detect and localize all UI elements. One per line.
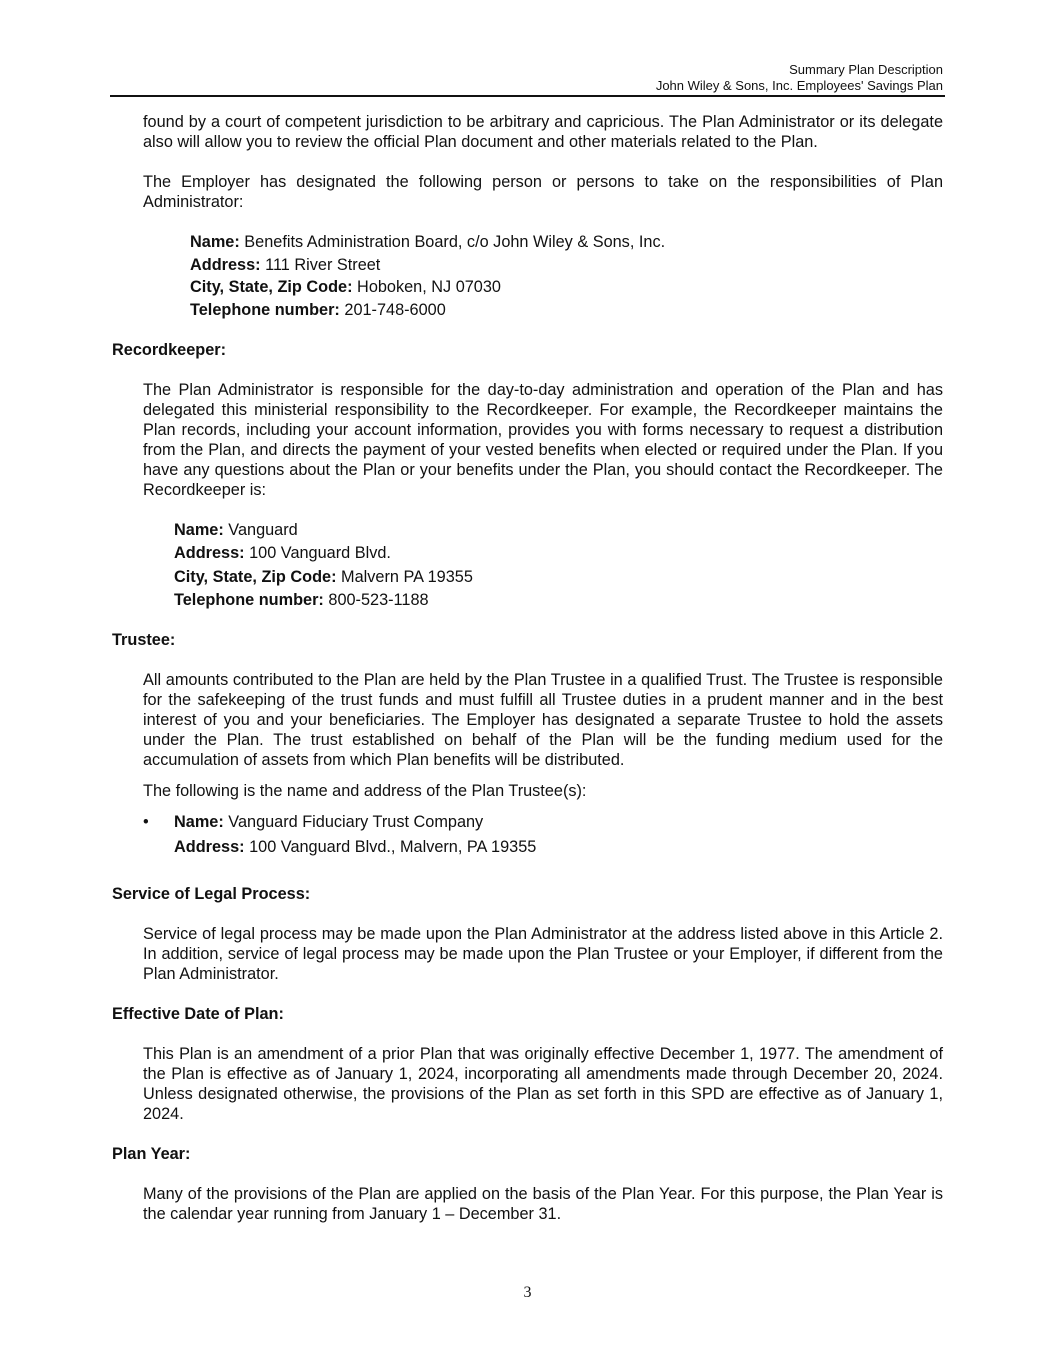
trustee-list-intro: The following is the name and address of the Plan Trustee(s): — [143, 782, 587, 800]
contact-label: Name: — [174, 813, 224, 831]
plan-year-heading: Plan Year: — [112, 1145, 191, 1163]
contact-name-line — [174, 520, 943, 540]
header-document-type: Summary Plan Description — [789, 62, 943, 77]
contact-name-line — [190, 232, 943, 252]
legal-process-paragraph: Service of legal process may be made upon the Plan Administrator at the address listed above in this Article 2. In addition, service of legal process may be made upon the Plan Trustee or your Employer, if different from the Plan Administrator. — [143, 925, 943, 983]
contact-label: Telephone number: — [174, 591, 324, 609]
contact-phone-line — [190, 300, 943, 320]
contact-value: Benefits Administration Board, c/o John Wiley & Sons, Inc. — [239, 233, 666, 251]
contact-value: Hoboken, NJ 07030 — [352, 278, 501, 296]
plan-year-paragraph: Many of the provisions of the Plan are applied on the basis of the Plan Year. For this purpose, the Plan Year is the calendar year running from January 1 – December 31. — [143, 1185, 943, 1223]
contact-address-line — [174, 543, 943, 563]
contact-value: Vanguard — [223, 520, 298, 539]
contact-label: Telephone number: — [190, 300, 340, 319]
bullet-icon: • — [143, 813, 149, 831]
administrator-intro-paragraph: The Employer has designated the following person or persons to take on the responsibilities of Plan Administrator: — [143, 173, 943, 211]
effective-date-paragraph: This Plan is an amendment of a prior Plan that was originally effective December 1, 1977. The amendment of the Plan is effective as of January 1, 2024, incorporating all amendments made through December 20, 2024. Unless designated otherwise, the provisions of the Plan as set forth in this SPD are effective as of January 1, 2024. — [143, 1045, 943, 1123]
running-header — [656, 62, 943, 94]
contact-value: Malvern PA 19355 — [336, 567, 473, 586]
contact-label: Address: — [174, 544, 245, 562]
list-item — [112, 812, 943, 857]
contact-label: Name: — [174, 520, 224, 539]
contact-label: City, State, Zip Code: — [190, 278, 353, 296]
contact-name-line — [174, 812, 943, 832]
header-rule — [110, 95, 945, 97]
page-number: 3 — [523, 1284, 532, 1301]
contact-address-line — [174, 837, 943, 857]
contact-value: 800-523-1188 — [323, 591, 429, 609]
header-plan-name: John Wiley & Sons, Inc. Employees' Savings Plan — [655, 78, 943, 93]
trustee-list — [112, 812, 943, 857]
contact-label: City, State, Zip Code: — [174, 567, 337, 586]
contact-label: Address: — [174, 838, 245, 856]
contact-address-line — [190, 255, 943, 275]
effective-date-heading: Effective Date of Plan: — [112, 1005, 284, 1023]
contact-phone-line — [174, 590, 943, 610]
recordkeeper-contact — [112, 520, 943, 611]
document-body — [112, 112, 943, 1244]
contact-value: 100 Vanguard Blvd. — [244, 544, 391, 562]
contact-value: 201-748-6000 — [339, 300, 446, 319]
contact-city-line — [174, 567, 943, 587]
plan-administrator-contact — [112, 232, 943, 320]
recordkeeper-heading: Recordkeeper: — [112, 340, 227, 359]
intro-paragraph: found by a court of competent jurisdiction to be arbitrary and capricious. The Plan Administrator or its delegate also will allow you to review the official Plan document and other materials related to the Plan. — [143, 113, 943, 151]
contact-value: 111 River Street — [260, 255, 381, 274]
contact-value: 100 Vanguard Blvd., Malvern, PA 19355 — [244, 838, 537, 856]
recordkeeper-paragraph: The Plan Administrator is responsible for the day-to-day administration and operation of the Plan and has delegated this ministerial responsibility to the Recordkeeper. For example, the Recordkeeper maintains the Plan records, including your account information, provides you with forms necessary to request a distribution from the Plan, and directs the payment of your vested benefits when elected or required under the Plan. If you have any questions about the Plan or your benefits under the Plan, you should contact the Recordkeeper. The Recordkeeper is: — [143, 380, 943, 499]
contact-value: Vanguard Fiduciary Trust Company — [223, 813, 484, 831]
contact-label: Address: — [190, 255, 261, 274]
contact-city-line — [190, 277, 943, 297]
legal-process-heading: Service of Legal Process: — [112, 885, 311, 903]
contact-label: Name: — [190, 233, 240, 251]
trustee-heading: Trustee: — [112, 631, 176, 649]
trustee-paragraph: All amounts contributed to the Plan are held by the Plan Trustee in a qualified Trust. The Trustee is responsible for the safekeeping of the trust funds and must fulfill all Trustee duties in a prudent manner and in the best interest of you and your beneficiaries. The Employer has designated a separate Trustee to hold the assets under the Plan. The trust established on behalf of the Plan will be the funding medium used for the accumulation of assets from which Plan benefits will be distributed. — [143, 671, 943, 769]
